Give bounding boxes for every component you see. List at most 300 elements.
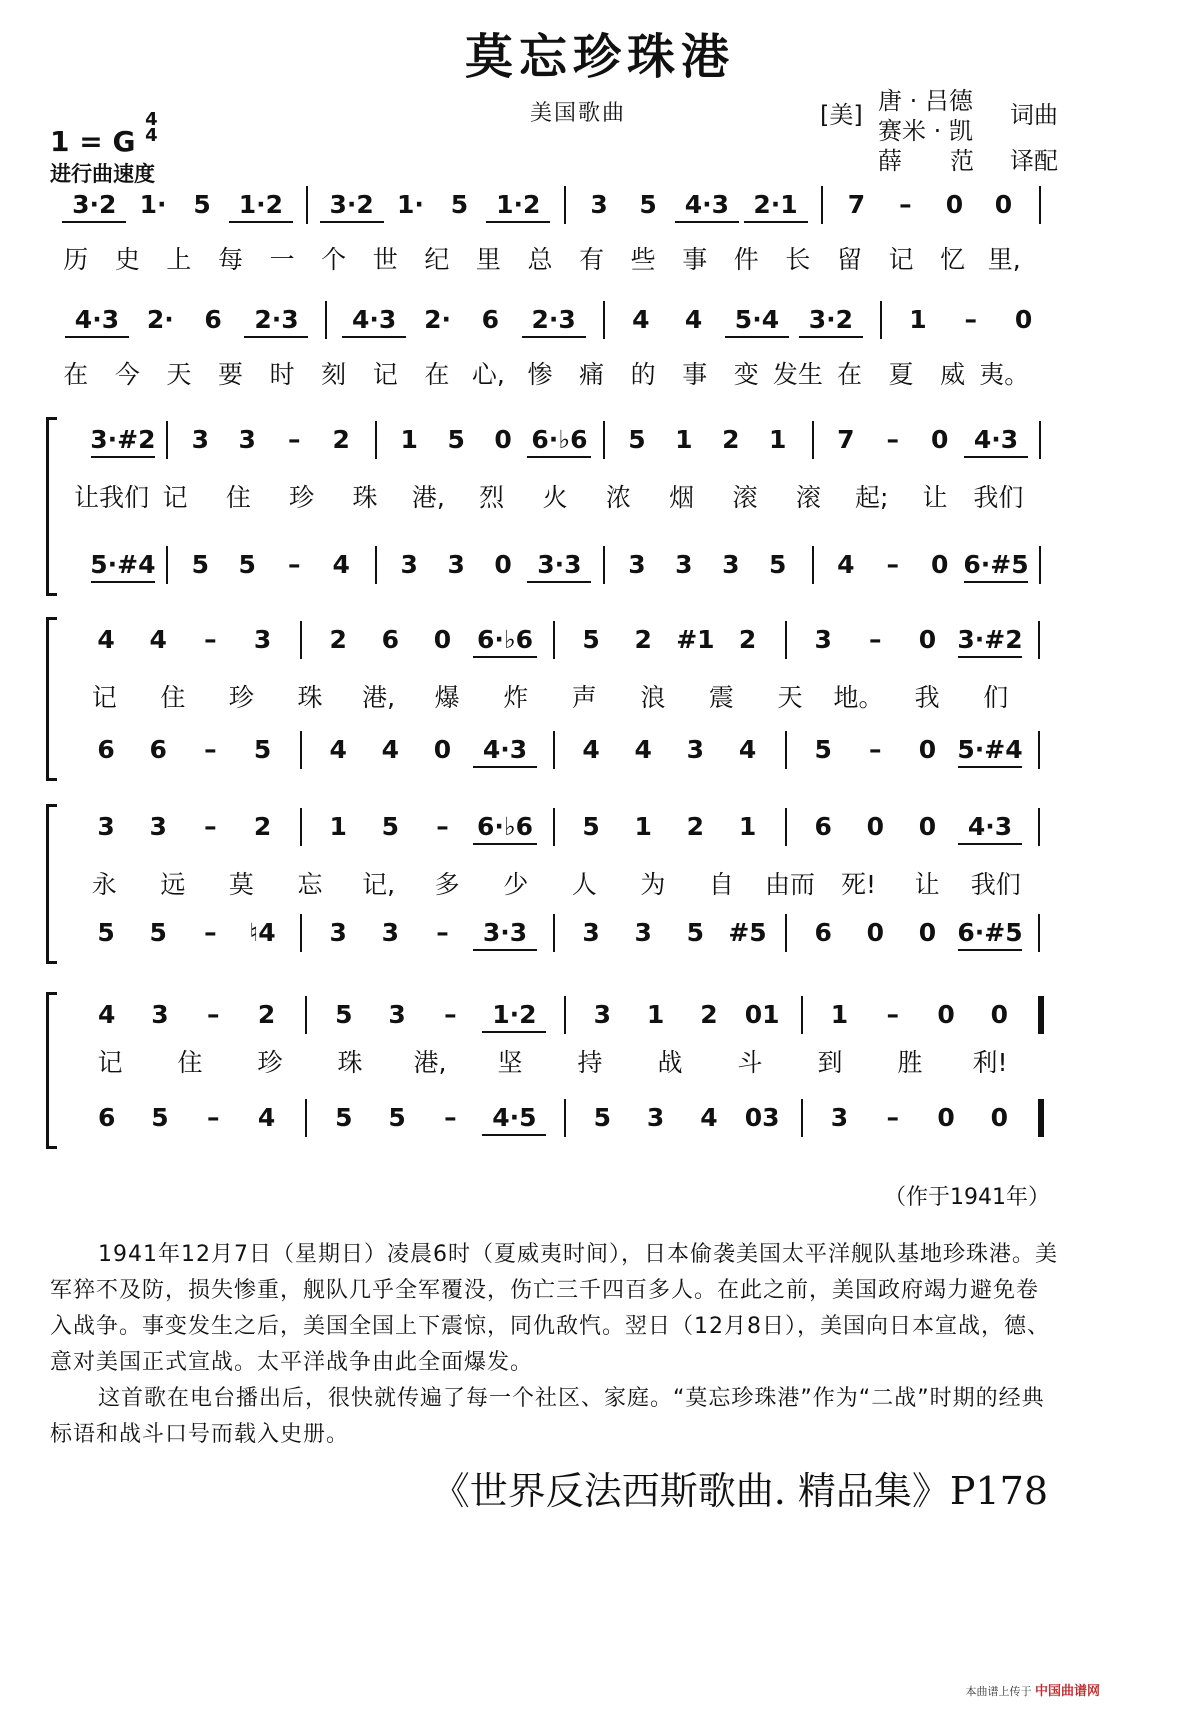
note: 4 [700,1103,718,1132]
beam-underline [482,1134,546,1136]
beam-underline [62,221,126,223]
bar-line [300,914,302,952]
lyric-syllable: 我们 [970,870,1021,899]
lyric-syllable: 港, [362,683,396,712]
note: – [444,1000,457,1029]
note: 0 [990,1103,1009,1132]
note: 3·#2 [90,425,156,454]
lyric-syllable: 让 [922,483,948,512]
note: 0 [937,1000,955,1029]
lyric-syllable: 在 [63,360,89,389]
bar-line [325,301,327,339]
bar-line [785,914,787,952]
note: 1·2 [238,190,284,219]
bar-line [603,301,605,339]
note: 3 [238,425,256,454]
bar-line [553,621,555,659]
note: 0 [494,425,512,454]
bar-line [1038,914,1040,952]
lyric-syllable: 天 [777,683,803,712]
lyric-syllable: 浪 [640,683,666,712]
note: – [964,305,978,334]
note: 5·#4 [957,735,1023,764]
lyric-syllable: 住 [225,483,251,512]
note: 5 [238,550,256,579]
note: 1 [675,425,693,454]
lyric-syllable: 持 [577,1048,603,1077]
note: – [287,550,301,579]
bar-line [785,621,787,659]
note: 2 [738,625,757,654]
note: – [204,918,217,947]
beam-underline [91,581,155,583]
lyric-syllable: 珍 [228,683,254,712]
bar-line [880,301,882,339]
note: 5 [335,1000,353,1029]
credit-translator: 薛 范 [878,147,974,175]
note: 3 [191,425,210,454]
note: 0 [937,1103,955,1132]
note: 4·3 [967,812,1013,841]
lyric-syllable: 爆 [434,683,460,712]
credit-writer-1: 唐 · 吕德 [878,87,973,115]
beam-underline [675,221,739,223]
beam-underline [964,456,1028,458]
note: – [436,918,449,947]
song-title: 莫忘珍珠港 [464,29,735,85]
note: 5 [593,1103,611,1132]
note: 5 [686,918,705,947]
note: 3·2 [808,305,854,334]
note: 3 [151,1000,169,1029]
bar-line [306,186,308,224]
key-signature [50,109,158,158]
beam-underline [473,843,537,845]
lyric-syllable: 在 [424,360,450,389]
lyric-syllable: 记 [888,245,914,274]
note: – [899,190,912,219]
bar-line [375,546,377,584]
bar-line [812,421,814,459]
composition-year: （作于1941年） [884,1185,1050,1210]
beam-underline [527,456,591,458]
beam-underline [65,336,129,338]
note: 0 [918,625,937,654]
bar-line [603,421,605,459]
lyric-syllable: 永 [91,870,117,899]
note: 0 [930,550,949,579]
lyric-syllable: 忘 [297,870,323,899]
note: #1 [676,625,715,654]
note: 0 [990,1000,1009,1029]
note: – [869,625,882,654]
note: 6·♭6 [476,625,534,654]
note: 0 [918,735,937,764]
note: 0 [866,812,884,841]
note: 3 [329,918,347,947]
background-text [50,1237,1060,1453]
note: 5 [149,918,167,947]
lyric-syllable: 痛 [579,360,605,389]
note: 3 [97,812,115,841]
lyric-syllable: 夏 [888,360,914,389]
lyric-syllable: 珍 [257,1048,283,1077]
note: 0 [433,625,452,654]
beam-underline [522,336,586,338]
bar-line [300,621,302,659]
lyric-syllable: 远 [160,870,186,899]
beam-underline [342,336,406,338]
note: 7 [837,425,855,454]
lyric-syllable: 变 [733,360,759,389]
bar-line [553,914,555,952]
bar-line [1039,546,1041,584]
bar-line [166,421,168,459]
note: 1·2 [492,1000,537,1029]
note: 4 [634,735,652,764]
note: 1 [830,1000,849,1029]
note: 3 [582,918,600,947]
beam-underline [244,336,308,338]
lyric-syllable: 里, [987,245,1021,274]
lyric-syllable: 炸 [503,683,529,712]
note: 2· [146,305,174,334]
note: – [444,1103,457,1132]
note: 1 [400,425,418,454]
note: 2 [329,625,347,654]
note: 6·#5 [957,918,1023,947]
beam-underline [964,581,1028,583]
note: 3 [830,1103,849,1132]
note: 4 [97,1000,116,1029]
bar-line [785,808,787,846]
lyric-syllable: 发生 [772,360,823,389]
note: – [287,425,301,454]
note: 4 [582,735,600,764]
beam-underline [91,456,155,458]
note: – [886,425,899,454]
time-top: 4 [145,109,158,130]
source-citation: 《世界反法西斯歌曲. 精品集》P178 [431,1469,1048,1513]
note: 4·3 [973,425,1019,454]
note: 2 [253,812,272,841]
note: 3·3 [537,550,582,579]
bar-line [1038,808,1040,846]
lyric-syllable: 让 [914,870,940,899]
note: 6·♭6 [476,812,534,841]
lyric-syllable: 珍 [289,483,315,512]
note: 2·1 [753,190,798,219]
lyric-syllable: 起; [854,483,889,512]
lyric-syllable: 记 [97,1048,123,1077]
lyric-syllable: 港, [411,483,445,512]
lyric-syllable: 记 [162,483,188,512]
note: 1 [738,812,757,841]
note: 3·#2 [957,625,1023,654]
note: 6 [204,305,222,334]
lyric-syllable: 威 [940,360,966,389]
note: 5 [769,550,787,579]
bar-line [305,996,307,1034]
background-paragraph-1: 1941年12月7日（星期日）凌晨6时（夏威夷时间），日本偷袭美国太平洋舰队基地珍珠港。美军猝不及防，损失惨重，舰队几乎全军覆没，伤亡三千四百多人。在此之前，美国政府竭力避免卷入战争。事变发生之后，美国全国上下震惊，同仇敌忾。翌日（12月8日），美国向日本宣战，德、意对美国正式宣战。太平洋战争由此全面爆发。 [50,1242,1058,1375]
lyric-syllable: 战 [657,1048,683,1077]
beam-underline [482,1031,546,1033]
beam-underline [799,336,863,338]
note: 4·3 [482,735,528,764]
note: 5 [814,735,832,764]
lyric-syllable: 斗 [737,1048,763,1077]
lyric-syllable: 声 [571,683,597,712]
background-paragraph-2: 这首歌在电台播出后，很快就传遍了每一个社区、家庭。“莫忘珍珠港”作为“二战”时期的经典标语和战斗口号而载入史册。 [50,1386,1045,1447]
key-label: 1 = G [50,125,136,158]
note: – [206,1103,220,1132]
note: – [886,1000,900,1029]
lyric-syllable: 长 [785,245,811,274]
credit-role-2: 译配 [1010,147,1058,175]
note: 4·3 [352,305,397,334]
bar-line [166,546,168,584]
beam-underline [958,766,1022,768]
note: 3 [149,812,167,841]
bar-line [300,731,302,769]
bar-line [801,1099,803,1137]
bar-line [553,808,555,846]
beam-underline [744,221,808,223]
lyric-syllable: 一 [269,245,295,274]
beam-underline [229,221,293,223]
note: – [436,812,449,841]
note: 2 [634,625,652,654]
lyric-syllable: 由而 [764,870,816,899]
note: 4 [738,735,757,764]
lyric-syllable: 刻 [321,360,347,389]
lyric-syllable: 时 [269,360,295,389]
lyric-syllable: 珠 [352,483,378,512]
bar-line [564,996,566,1034]
bar-line [1039,421,1041,459]
lyric-syllable: 莫 [228,870,254,899]
watermark-prefix: 本曲谱上传于 [965,1685,1032,1698]
beam-underline [725,336,789,338]
note: 5 [450,190,469,219]
note: 6 [481,305,500,334]
lyric-syllable: 事 [682,245,708,274]
lyric-syllable: 坚 [497,1048,523,1077]
bar-line [564,1099,566,1137]
lyric-syllable: 震 [708,683,734,712]
note: 1·2 [496,190,541,219]
lyric-syllable: 我 [914,683,940,712]
note: 5 [582,812,600,841]
note: 4 [381,735,399,764]
beam-underline [958,656,1022,658]
note: 3 [722,550,740,579]
beam-underline [486,221,550,223]
note: 6 [149,735,167,764]
note: 7 [847,190,866,219]
bar-line [1038,621,1040,659]
lyric-syllable: 港, [413,1048,447,1077]
beam-underline [473,656,537,658]
note: 4 [97,625,115,654]
lyric-syllable: 滚 [732,483,758,512]
note: 3 [400,550,418,579]
note: 3 [381,918,399,947]
note: 5 [151,1103,169,1132]
lyric-syllable: 事 [682,360,708,389]
note: 6·#5 [963,550,1029,579]
note: 6 [381,625,399,654]
note: 5 [639,190,657,219]
lyric-syllable: 住 [177,1048,203,1077]
note: – [204,625,217,654]
bar-line [300,808,302,846]
lyric-syllable: 少 [503,870,529,899]
beam-underline [320,221,384,223]
note: 6 [814,812,832,841]
note: ♮4 [249,918,276,947]
note: 3·3 [482,918,528,947]
note: 5 [191,550,210,579]
time-bottom: 4 [145,125,158,146]
lyric-syllable: 记, [362,870,396,899]
lyric-syllable: 自 [708,870,734,899]
lyric-syllable: 烈 [479,483,505,512]
note: – [869,735,882,764]
note: 0 [1014,305,1033,334]
note: 3 [675,550,693,579]
lyric-syllable: 多 [434,870,460,899]
bar-line [305,1099,307,1137]
beam-underline [527,581,591,583]
note: 0 [918,812,937,841]
note: 4 [632,305,650,334]
lyric-syllable: 珠 [297,683,323,712]
credit-writer-2: 赛米 · 凯 [878,117,973,145]
note: 5·#4 [90,550,156,579]
note: 2 [332,425,350,454]
lyric-syllable: 件 [733,245,759,274]
lyric-syllable: 滚 [795,483,821,512]
note: 0 [866,918,884,947]
lyric-syllable: 人 [571,870,597,899]
note: 1 [769,425,787,454]
lyric-syllable: 利! [972,1048,1008,1077]
lyric-syllable: 些 [630,245,656,274]
note: 3 [646,1103,665,1132]
note: – [886,1103,900,1132]
bar-line [801,996,803,1034]
note: 3 [253,625,272,654]
note: 2·3 [531,305,576,334]
beam-underline [958,949,1022,951]
lyric-syllable: 留 [836,245,862,274]
lyric-syllable: 心, [471,360,505,389]
system-bracket [46,617,57,781]
lyric-syllable: 总 [527,245,553,274]
lyric-syllable: 地。 [833,683,884,712]
lyric-syllable: 烟 [669,483,695,512]
note: 0 [494,550,512,579]
note: 3 [686,735,705,764]
note: 5 [97,918,115,947]
note: – [886,550,899,579]
note: 5 [388,1103,406,1132]
lyric-syllable: 有 [579,245,605,274]
lyric-syllable: 为 [640,870,666,899]
note: 5·4 [734,305,780,334]
note: 3·2 [329,190,374,219]
note: 3 [814,625,832,654]
lyric-syllable: 我们 [973,483,1024,512]
note: 4·3 [684,190,730,219]
bar-line [375,421,377,459]
system-bracket [46,992,57,1149]
lyric-syllable: 胜 [897,1048,923,1077]
song-origin: 美国歌曲 [530,101,627,126]
note: 1 [909,305,927,334]
bar-line [1039,186,1041,224]
note: 4 [332,550,350,579]
lyric-syllable: 上 [166,245,192,274]
final-bar-line [1038,996,1044,1034]
lyric-syllable: 夷。 [979,360,1030,389]
lyric-syllable: 记 [91,683,117,712]
note: 3 [628,550,646,579]
lyric-syllable: 惨 [527,360,553,389]
final-bar-line [1038,1099,1044,1137]
note: 5 [582,625,600,654]
note: 4·3 [74,305,120,334]
note: 2 [722,425,740,454]
lyric-syllable: 死! [841,870,877,899]
note: 6 [814,918,832,947]
lyric-syllable: 记 [372,360,398,389]
note: 5 [193,190,211,219]
note: 01 [744,1000,780,1029]
note: #5 [728,918,767,947]
lyric-syllable: 让我们 [74,483,150,512]
lyric-syllable: 个 [321,245,347,274]
lyric-syllable: 在 [836,360,862,389]
note: 3 [634,918,652,947]
lyric-syllable: 火 [542,483,568,512]
note: 0 [994,190,1013,219]
note: 3 [447,550,465,579]
lyric-syllable: 历 [63,245,89,274]
beam-underline [473,949,537,951]
note: 2 [686,812,705,841]
bar-line [785,731,787,769]
note: 2·3 [254,305,299,334]
system-bracket [46,417,57,596]
note: 1 [634,812,652,841]
lyric-syllable: 忆 [940,245,966,274]
lyric-syllable: 住 [160,683,186,712]
note: 0 [930,425,949,454]
note: 4 [837,550,855,579]
note: 2 [257,1000,276,1029]
note: – [206,1000,220,1029]
note: 6 [97,1103,116,1132]
watermark-site: 中国曲谱网 [1034,1684,1100,1699]
system-bracket [46,804,57,964]
lyric-syllable: 的 [630,360,656,389]
note: 03 [744,1103,780,1132]
note: 4 [684,305,703,334]
credit-role-1: 词曲 [1010,101,1058,129]
credit-country: [美] [820,101,863,129]
